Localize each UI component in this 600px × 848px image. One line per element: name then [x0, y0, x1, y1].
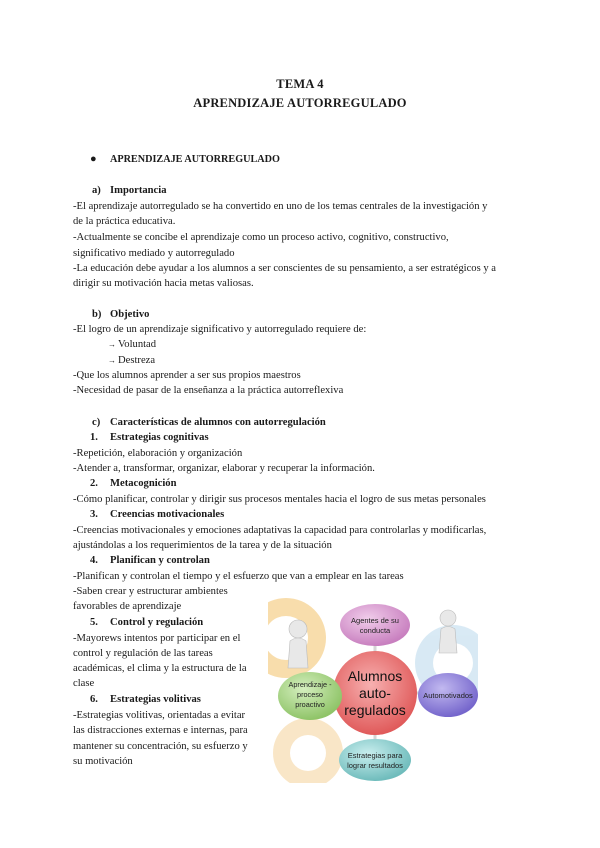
item-line: favorables de aprendizaje: [73, 601, 182, 612]
objetivo-line: -Que los alumnos aprender a ser sus propios maestros: [73, 370, 301, 381]
item-heading: Creencias motivacionales: [110, 509, 225, 520]
top-circle: [340, 604, 410, 646]
top-label: conducta: [359, 626, 391, 635]
bottom-label: lograr resultados: [347, 761, 403, 770]
item-line: las distracciones externas e internas, para: [73, 725, 248, 736]
top-label: Agentes de su: [351, 616, 399, 625]
item-number: 4.: [90, 555, 98, 566]
bottom-circle: [339, 739, 411, 781]
item-line: académicas, el clima y la estructura de la: [73, 663, 247, 674]
left-label: proceso: [297, 690, 323, 699]
item-heading: Planifican y controlan: [110, 555, 210, 566]
tema-number: TEMA 4: [276, 77, 324, 91]
caracteristicas-heading: Características de alumnos con autorregulación: [110, 417, 326, 428]
item-line: -Repetición, elaboración y organización: [73, 448, 243, 459]
objetivo-intro: -El logro de un aprendizaje significativo y autorregulado requiere de:: [73, 324, 367, 335]
item-heading: Estrategias cognitivas: [110, 432, 209, 443]
item-number: 3.: [90, 509, 98, 520]
item-number: 1.: [90, 432, 98, 443]
item-line: -Planifican y controlan el tiempo y el esfuerzo que van a emplear en las tareas: [73, 571, 404, 582]
importancia-line: -Actualmente se concibe el aprendizaje como un proceso activo, cognitivo, constructivo,: [73, 232, 449, 243]
item-line: -Cómo planificar, controlar y dirigir sus procesos mentales hacia el logro de sus metas personales: [73, 494, 486, 505]
importancia-line: -El aprendizaje autorregulado se ha convertido en uno de los temas centrales de la investigación y: [73, 201, 488, 212]
item-line: -Atender a, transformar, organizar, elaborar y recuperar la información.: [73, 463, 375, 474]
bottom-label: Estrategias para: [347, 751, 403, 760]
section-heading: APRENDIZAJE AUTORREGULADO: [110, 154, 280, 165]
objetivo-heading: Objetivo: [110, 309, 150, 320]
arrow-icon: →: [108, 340, 116, 349]
objetivo-label: b): [92, 309, 102, 320]
left-label: proactivo: [295, 700, 325, 709]
importancia-line: dirigir su motivación hacia metas valiosas.: [73, 278, 254, 289]
item-line: -Mayorews intentos por participar en el: [73, 633, 241, 644]
item-heading: Control y regulación: [110, 617, 204, 628]
item-heading: Estrategias volitivas: [110, 694, 201, 705]
importancia-line: significativo mediado y autorregulado: [73, 248, 235, 259]
objetivo-line: -Necesidad de pasar de la enseñanza a la práctica autorreflexiva: [73, 385, 344, 396]
item-line: -Creencias motivacionales y emociones adaptativas la capacidad para controlarlas y modificarlas,: [73, 525, 487, 536]
importancia-line: -La educación debe ayudar a los alumnos a ser conscientes de su pensamiento, a ser estratégicos y a: [73, 263, 496, 274]
right-label: Automotivados: [423, 691, 473, 700]
item-line: -Estrategias volitivas, orientadas a evitar: [73, 710, 246, 721]
item-line: clase: [73, 678, 95, 689]
center-label: Alumnos: [347, 668, 403, 684]
item-number: 5.: [90, 617, 98, 628]
item-line: mantener su concentración, su esfuerzo y: [73, 741, 248, 752]
item-line: -Saben crear y estructurar ambientes: [73, 586, 228, 597]
item-heading: Metacognición: [110, 478, 177, 489]
item-number: 2.: [90, 478, 98, 489]
left-label: Aprendizaje -: [288, 680, 332, 689]
objetivo-item-voluntad: → Voluntad: [108, 339, 157, 350]
item-number: 6.: [90, 694, 98, 705]
objetivo-item-destreza: → Destreza: [108, 355, 156, 366]
item-line: ajustándolas a los requerimientos de la tarea y de la situación: [73, 540, 332, 551]
importancia-label: a): [92, 185, 101, 196]
importancia-heading: Importancia: [110, 185, 167, 196]
center-label: regulados: [344, 702, 406, 718]
arrow-icon: →: [108, 356, 116, 365]
importancia-line: de la práctica educativa.: [73, 216, 176, 227]
self-regulation-diagram: [268, 583, 478, 783]
center-label: auto-: [359, 685, 391, 701]
item-line: control y regulación de las tareas: [73, 648, 213, 659]
caracteristicas-label: c): [92, 417, 101, 428]
bullet-icon: ●: [90, 153, 97, 165]
item-line: su motivación: [73, 756, 133, 767]
page-title: APRENDIZAJE AUTORREGULADO: [193, 96, 407, 110]
